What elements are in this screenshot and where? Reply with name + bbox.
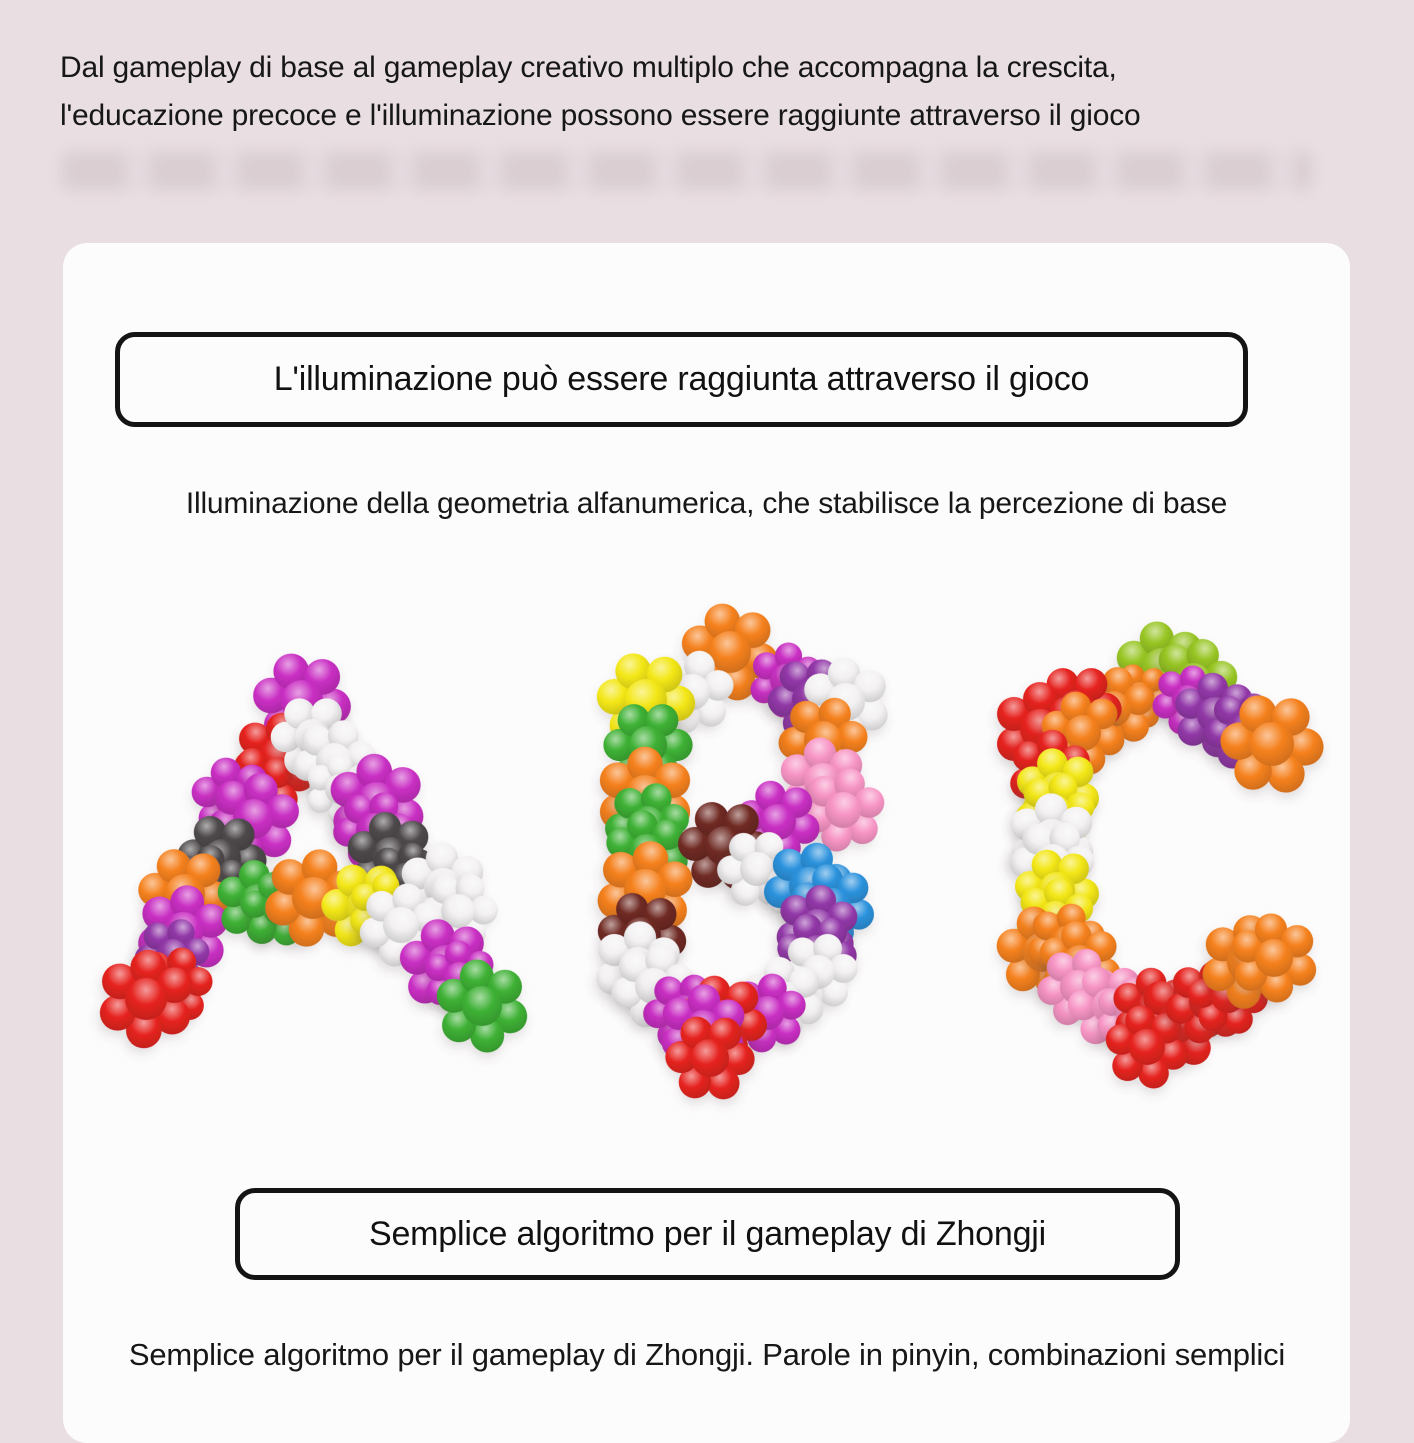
intro-text [60, 44, 1360, 140]
intro-line-2: l'educazione precoce e l'illuminazione possono essere raggiunte attraverso il gioco [60, 99, 1141, 132]
headline-box-algorithm-label: Semplice algoritmo per il gameplay di Zhongji [369, 1214, 1046, 1253]
caption-algorithm: Semplice algoritmo per il gameplay di Zhongji. Parole in pinyin, combinazioni semplici [128, 1337, 1286, 1372]
caption-illumination: Illuminazione della geometria alfanumerica, che stabilisce la percezione di base [185, 487, 1228, 520]
intro-line-1: Dal gameplay di base al gameplay creativo multiplo che accompagna la crescita, [60, 51, 1117, 84]
headline-box-illumination [115, 332, 1248, 427]
headline-box-illumination-label: L'illuminazione può essere raggiunta attraverso il gioco [273, 360, 1090, 398]
faded-watermark-text [62, 152, 1312, 190]
headline-box-algorithm [235, 1188, 1180, 1280]
